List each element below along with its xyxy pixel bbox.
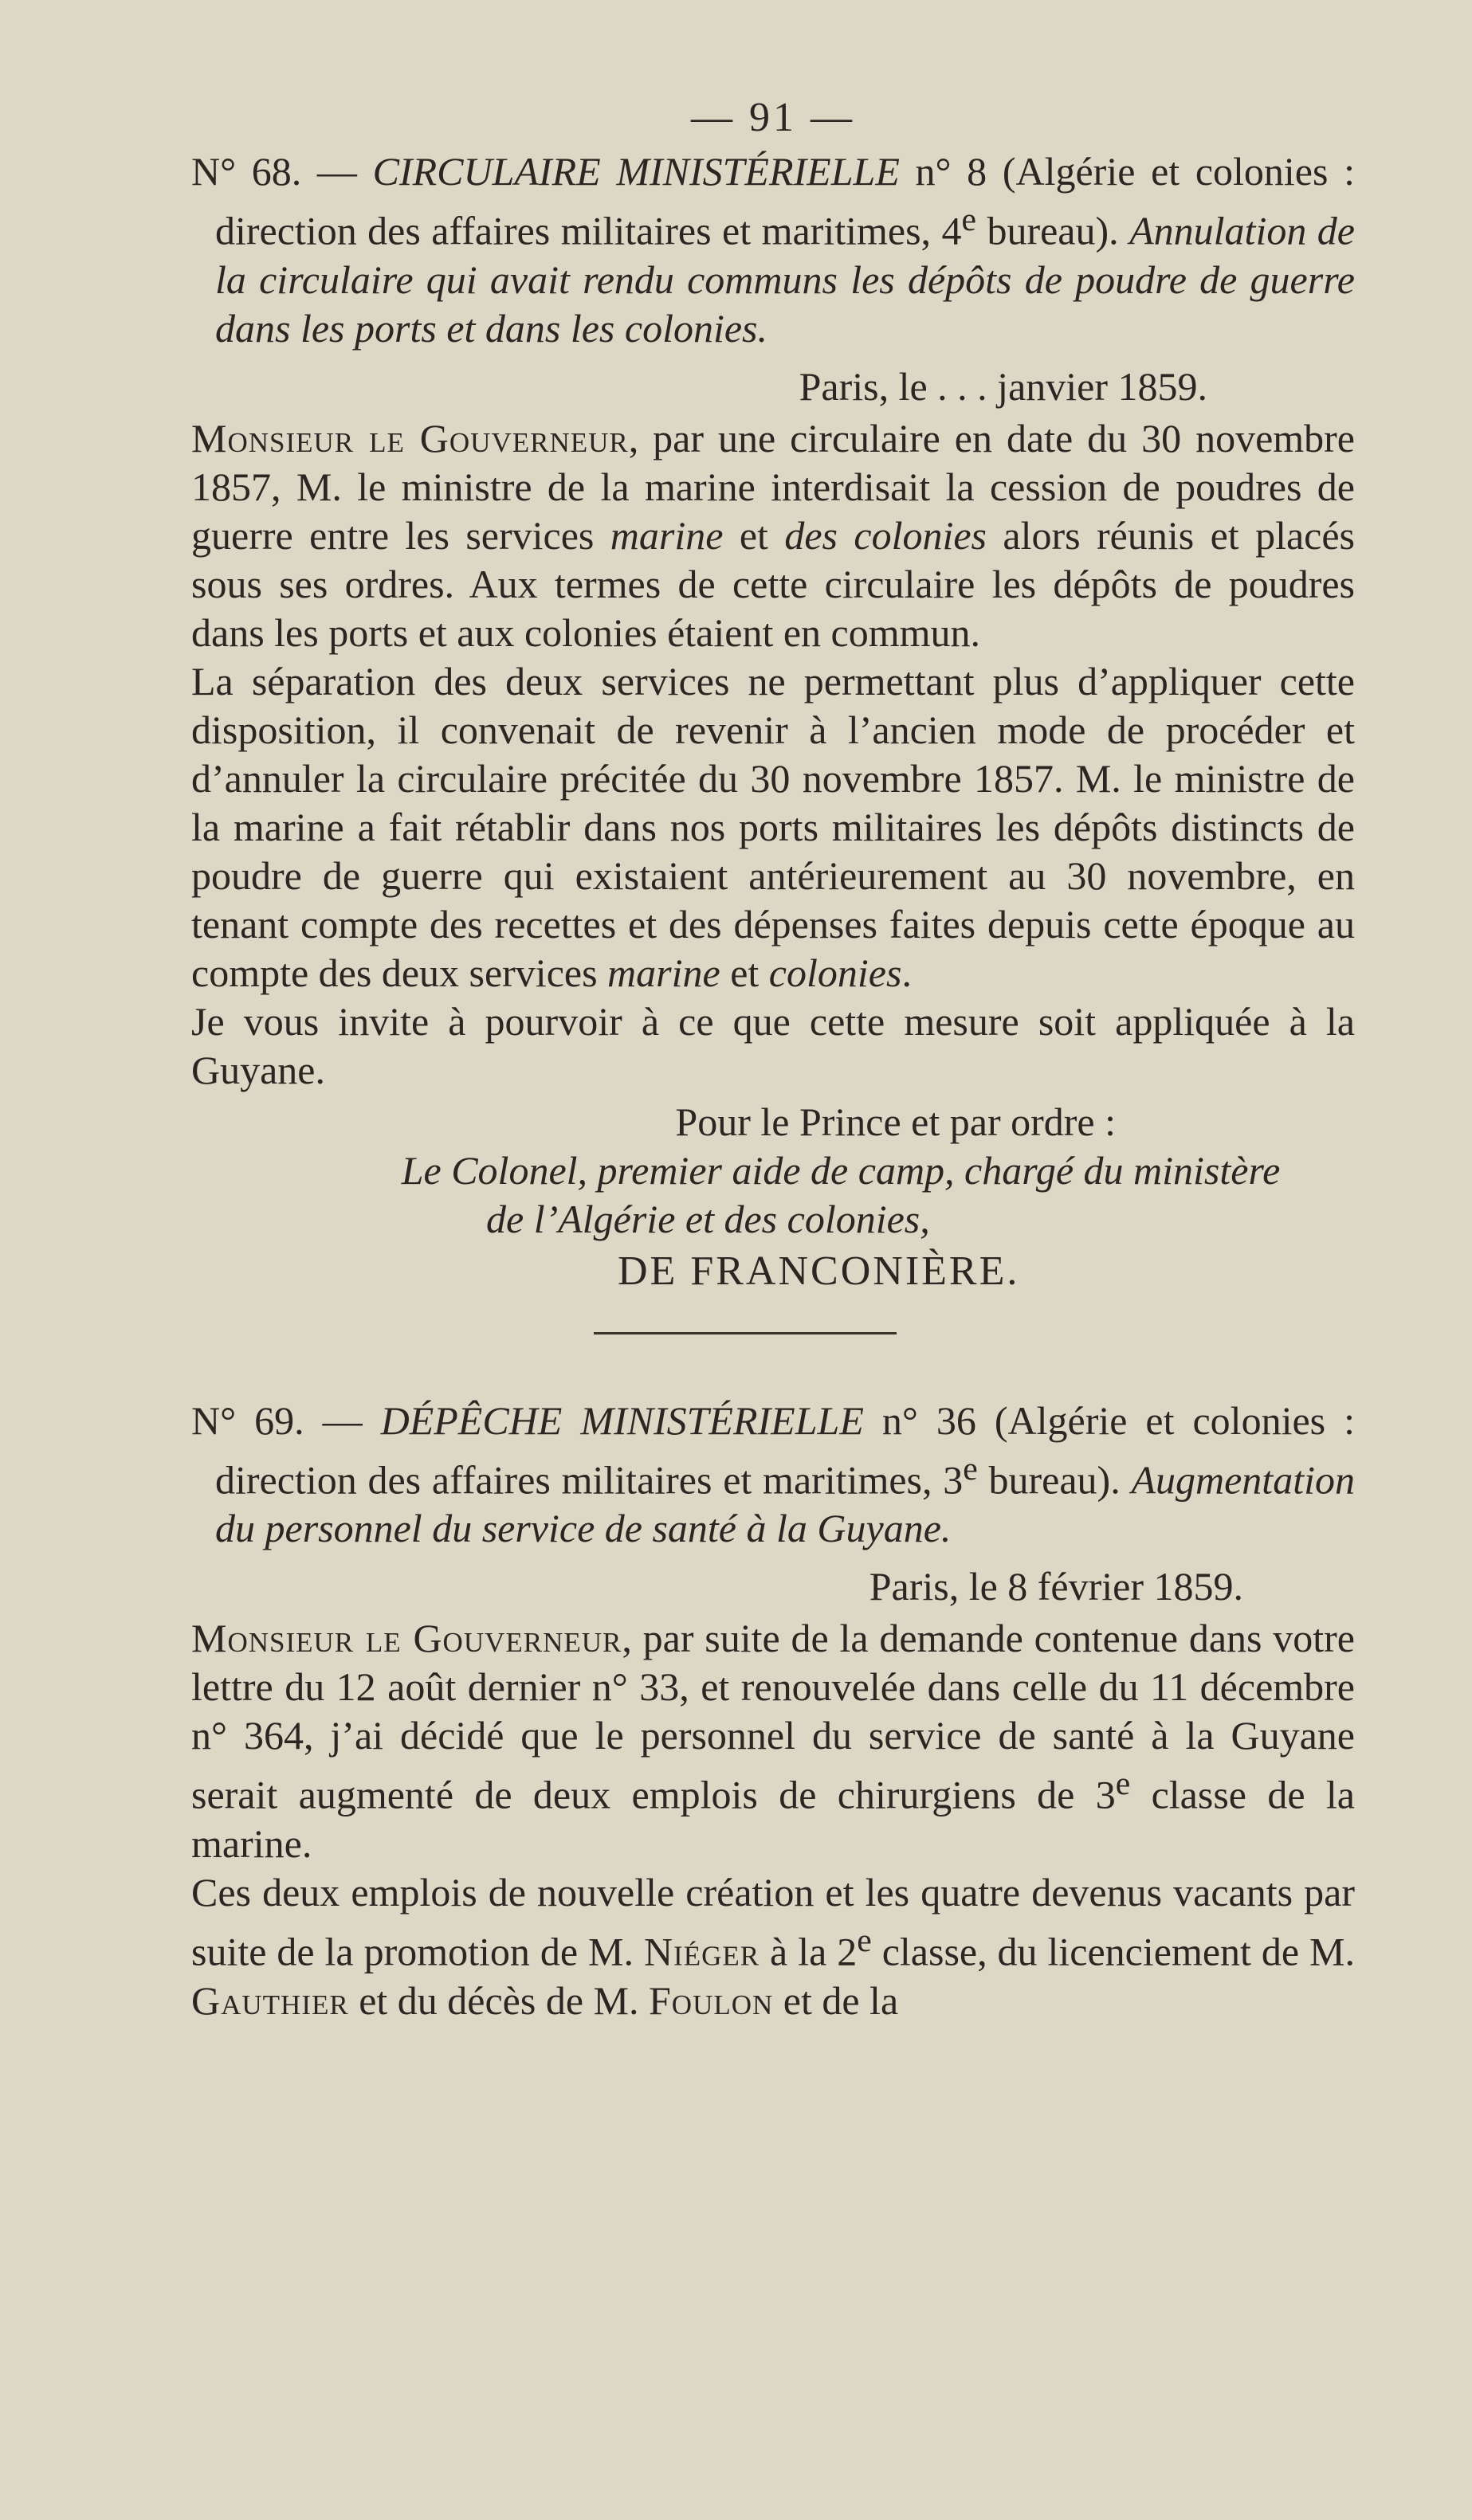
entry-68-p2-colonies: colonies: [768, 950, 902, 995]
entry-68-p2-et: et: [720, 950, 769, 995]
entry-69-ordinal: e: [963, 1450, 978, 1487]
entry-68-p1-colonies: des colonies: [784, 512, 987, 558]
entry-69-p1-end: classe de la marine.: [191, 1772, 1355, 1866]
entry-68-signature-title-2: de l’Algérie et des colonies,: [486, 1196, 930, 1241]
entry-68-bureau: bureau).: [976, 208, 1130, 253]
entry-68-p2-text-a: La séparation des deux services ne permettant plus d’appliquer cette disposition, il convenait de revenir à l’ancien mode de procéder et d’annuler la circulaire précitée du 30 novembre 1857. M. le ministre de la marine a fait rétablir dans nos ports militaires les dépôts distincts de poudre de guerre qui existaient antérieurement au 30 novembre, en tenant compte des recettes et des dépenses faites depuis cette époque au compte des deux services: [191, 658, 1355, 995]
entry-69-p2-text-c: classe, du licenciement de M.: [871, 1929, 1355, 1974]
entry-69-date: Paris, le 8 février 1859.: [869, 1564, 1243, 1609]
entry-69-heading: [191, 1397, 1355, 1554]
entry-68-p1-text-a: , par une circulaire en date du 30 novembre 1857, M. le ministre de la marine interdisait la cession de poudres de guerre entre les services: [191, 415, 1355, 558]
entry-69-p1-text: , par suite de la demande contenue dans votre lettre du 12 août dernier n° 33, et renouvelée dans celle du 11 décembre n° 364, j’ai décidé que le personnel du service de santé à la Guyane serait augmenté de deux emplois de chirurgiens de 3: [191, 1616, 1356, 1817]
entry-68-p1-text-b: et: [723, 512, 785, 558]
entry-68-paragraph-3: Je vous invite à pourvoir à ce que cette mesure soit appliquée à la Guyane.: [191, 998, 1355, 1092]
entry-68-subject: Annulation de la circulaire qui avait rendu communs les dépôts de poudre de guerre dans les ports et dans les colonies.: [215, 208, 1355, 351]
entry-68-signature-intro: Pour le Prince et par ordre :: [675, 1099, 1116, 1144]
section-gap: [191, 1334, 1355, 1397]
entry-68-paragraph-1: [191, 414, 1355, 657]
entry-68-p1-text-c: alors réunis et placés sous ses ordres. Aux termes de cette circulaire les dépôts de poudres dans les ports et aux colonies étaient en commun.: [191, 512, 1355, 655]
entry-68-ordinal: e: [961, 202, 976, 238]
entry-69-p2-text-d: et du décès de M.: [348, 1977, 649, 2023]
entry-69-p2-text-a: Ces deux emplois de nouvelle création et les quatre devenus vacants par suite de la promotion de M.: [191, 1869, 1355, 1974]
entry-69-name-nieger: Niéger: [643, 1929, 760, 1974]
entry-69-subject: Augmentation du personnel du service de santé à la Guyane.: [215, 1457, 1355, 1551]
entry-69-p2-text-e: et de la: [773, 1977, 899, 2023]
entry-69-bureau: bureau).: [977, 1457, 1132, 1503]
entry-69-p2-ordinal: e: [857, 1922, 872, 1959]
entry-68-title: CIRCULAIRE MINISTÉRIELLE: [372, 149, 900, 194]
entry-69-reference: n° 36 (Algérie et colonies : direction des affaires militaires et maritimes, 3: [215, 1397, 1356, 1503]
entry-68-date: Paris, le . . . janvier 1859.: [799, 363, 1207, 409]
entry-69-title: DÉPÊCHE MINISTÉRIELLE: [380, 1397, 864, 1443]
entry-69-salutation: Monsieur le Gouverneur: [191, 1616, 622, 1661]
entry-69-p2-text-b: à la 2: [760, 1929, 858, 1974]
entry-68-paragraph-2: [191, 657, 1355, 997]
entry-68-salutation: Monsieur le Gouverneur: [191, 415, 629, 460]
entry-68-signature-name: DE FRANCONIÈRE.: [618, 1248, 1020, 1294]
entry-69-name-gauthier: Gauthier: [191, 1977, 349, 2023]
entry-68-p2-marine: marine: [607, 950, 720, 995]
entry-69-paragraph-1: [191, 1614, 1355, 1868]
entry-68-reference: n° 8 (Algérie et colonies : direction des affaires militaires et maritimes, 4: [215, 149, 1355, 253]
entry-68-p2-end: .: [901, 950, 912, 995]
entry-69-number: N° 69. —: [191, 1397, 381, 1443]
entry-69-p1-ordinal: e: [1115, 1766, 1131, 1803]
entry-68-heading: [191, 147, 1355, 353]
entry-69-paragraph-2: [191, 1868, 1355, 2025]
entry-68-signature-title-1: Le Colonel, premier aide de camp, chargé du ministère: [401, 1147, 1281, 1193]
entry-68-number: N° 68. —: [191, 149, 373, 194]
entry-68-p1-marine: marine: [610, 512, 724, 558]
page: [191, 94, 1355, 2025]
entry-69-name-foulon: Foulon: [648, 1977, 774, 2023]
page-number: — 91 —: [691, 95, 855, 140]
